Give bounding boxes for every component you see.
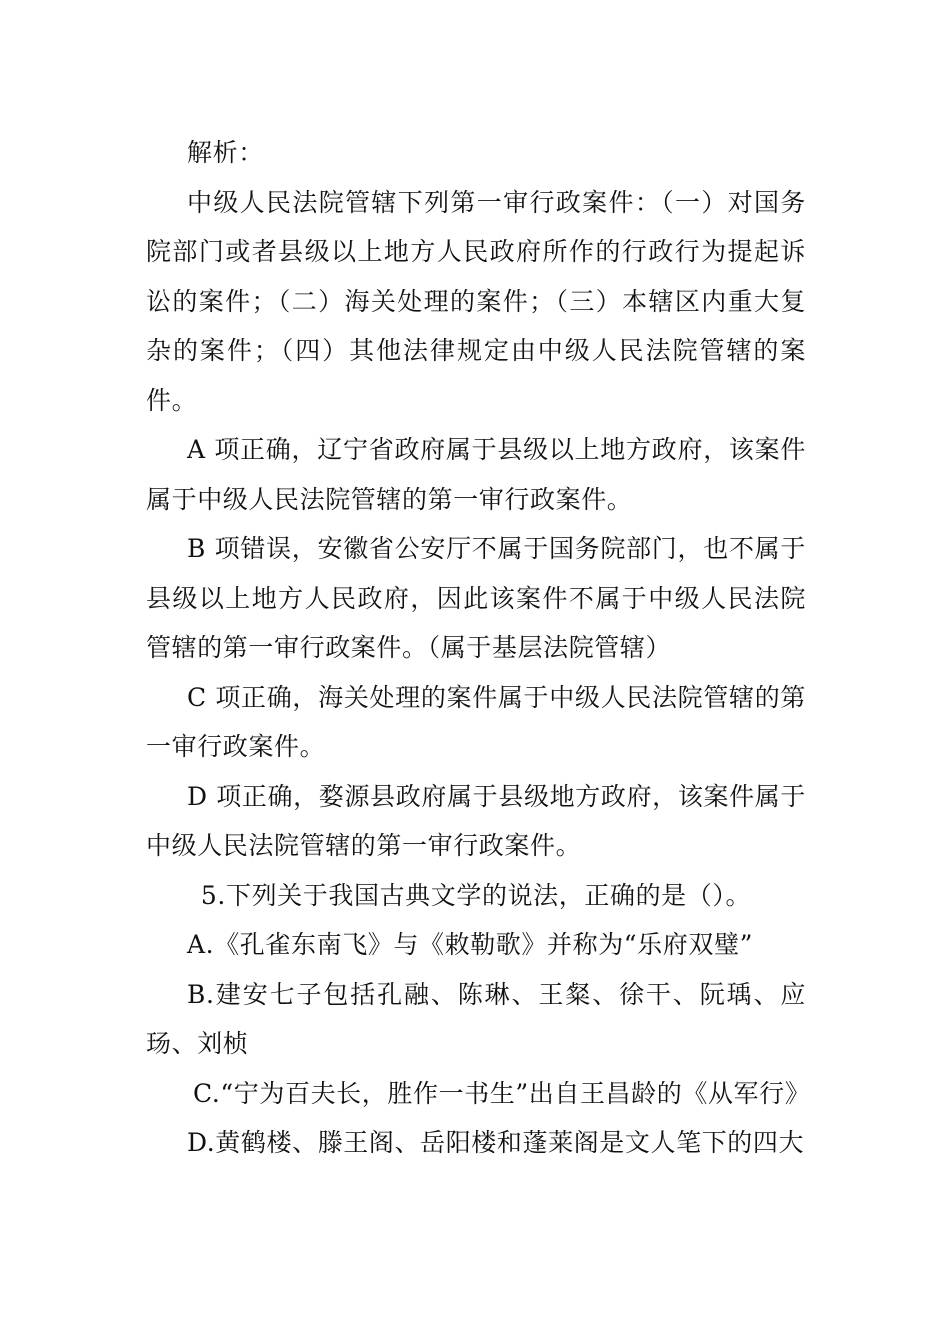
paragraph-option-d-analysis: D 项正确，婺源县政府属于县级地方政府，该案件属于中级人民法院管辖的第一审行政案件。 — [146, 781, 806, 860]
analysis-heading: 解析： — [187, 138, 264, 167]
question-5-option-a: A.《孔雀东南飞》与《敕勒歌》并称为“乐府双璧” — [187, 930, 753, 959]
paragraph-option-c-analysis: C 项正确，海关处理的案件属于中级人民法院管辖的第一审行政案件。 — [146, 682, 806, 761]
question-5-option-b: B.建安七子包括孔融、陈琳、王粲、徐干、阮瑀、应玚、刘桢 — [146, 979, 806, 1058]
paragraph-option-a-analysis: A 项正确，辽宁省政府属于县级以上地方政府，该案件属于中级人民法院管辖的第一审行政案件。 — [146, 435, 806, 514]
question-5-option-d: D.黄鹤楼、滕王阁、岳阳楼和蓬莱阁是文人笔下的四大 — [187, 1128, 805, 1157]
question-5-option-c: C.“宁为百夫长，胜作一书生”出自王昌龄的《从军行》 — [193, 1078, 811, 1108]
document-body — [146, 128, 811, 1168]
paragraph-jurisdiction-rules: 中级人民法院管辖下列第一审行政案件：（一）对国务院部门或者县级以上地方人民政府所作的行政行为提起诉讼的案件；（二）海关处理的案件；（三）本辖区内重大复杂的案件；（四）其他法律规定由中级人民法院管辖的案件。 — [146, 187, 806, 415]
paragraph-option-b-analysis: B 项错误，安徽省公安厅不属于国务院部门，也不属于县级以上地方人民政府，因此该案件不属于中级人民法院管辖的第一审行政案件。（属于基层法院管辖） — [146, 534, 806, 662]
question-5-stem: 5.下列关于我国古典文学的说法，正确的是（）。 — [200, 880, 752, 910]
